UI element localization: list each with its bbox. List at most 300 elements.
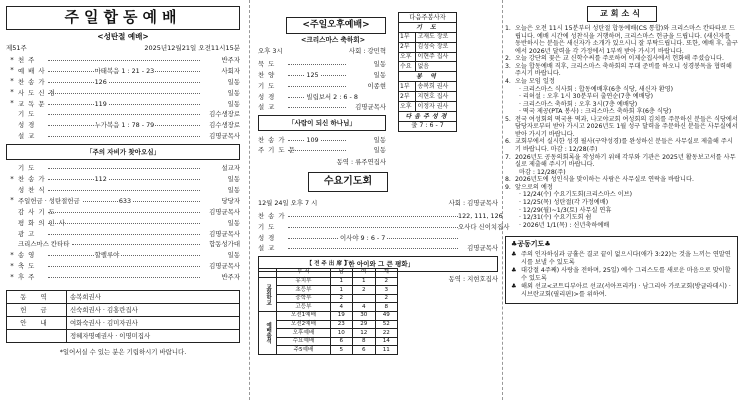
news-number: 7. bbox=[505, 153, 511, 161]
service-row bbox=[258, 221, 510, 232]
attendance-table bbox=[258, 260, 398, 355]
duty-row bbox=[399, 111, 457, 121]
news-item bbox=[505, 116, 738, 139]
duty-key: 오후 bbox=[399, 52, 416, 62]
duty-key: 1부 bbox=[399, 32, 416, 42]
service-info bbox=[6, 44, 240, 52]
duty-person: 송복희 권사 bbox=[416, 82, 457, 92]
news-number: 8. bbox=[505, 176, 511, 184]
service-row bbox=[258, 243, 498, 254]
stats-male: 23 bbox=[330, 320, 352, 329]
leader-dots bbox=[48, 190, 200, 191]
service-role: 묵도 bbox=[258, 59, 279, 68]
leader-dots bbox=[83, 201, 200, 202]
service-content-wrap bbox=[83, 195, 200, 206]
prayer-list bbox=[511, 251, 732, 299]
service-person: 일동 bbox=[227, 88, 240, 97]
stats-male: 1 bbox=[330, 277, 352, 286]
news-number: 4. bbox=[505, 77, 511, 85]
stats-title: 【 전 주 出 席 】 bbox=[306, 260, 350, 267]
service-person: 합동성가대 bbox=[209, 240, 240, 249]
service-role: 찬송가 bbox=[18, 77, 49, 86]
news-number: 3. bbox=[505, 62, 511, 70]
prayer-box bbox=[505, 236, 738, 304]
service-role: 송영 bbox=[18, 251, 39, 260]
service-person: 일동 bbox=[227, 251, 240, 260]
leader-dots bbox=[48, 82, 200, 83]
service-person: 김명균목사 bbox=[209, 132, 240, 141]
duty-row bbox=[399, 82, 457, 92]
order-of-service bbox=[6, 55, 240, 142]
stats-row bbox=[259, 294, 398, 303]
column-divider bbox=[249, 0, 250, 400]
afternoon-title: <주일오후예배> bbox=[286, 17, 386, 34]
service-role: 성경 bbox=[18, 121, 39, 130]
news-item bbox=[505, 63, 738, 78]
service-content: 이사야 9 : 6 - 7 bbox=[340, 233, 386, 242]
stats-total: 8 bbox=[375, 303, 398, 312]
column-divider bbox=[502, 0, 503, 400]
stats-male: 6 bbox=[330, 337, 352, 346]
news-text: 전국 여성회의 떡국용 떡과, 나고야교회 여성회의 김치를 주문하신 분들은 식당에서 담당자로부터 받아 가시고 2026년도 1월 성구 달력을 주문하신 분들은 사무실에서 받아 가시기 바랍니다. bbox=[515, 115, 738, 138]
service-person: 일동 bbox=[227, 175, 240, 184]
news-number: 5. bbox=[505, 115, 511, 123]
standing-note: *일어서실 수 있는 분은 기립하시기 바랍니다. bbox=[59, 347, 187, 356]
service-person: 122, 111, 126 bbox=[458, 211, 503, 220]
news-text: · 12/29(월)~1/3(토) 사무실 연휴 bbox=[519, 206, 612, 214]
stats-female: 1 bbox=[353, 277, 375, 286]
stand-mark: * bbox=[10, 261, 14, 270]
prayer-item bbox=[511, 251, 732, 267]
news-text: 마감 : 12/28(주) bbox=[519, 168, 566, 176]
news-item bbox=[505, 176, 738, 184]
service-person: 김명균목사 bbox=[355, 103, 386, 112]
service-content-wrap bbox=[48, 217, 200, 228]
service-row bbox=[258, 91, 386, 102]
service-person: 일동 bbox=[373, 70, 386, 79]
service-role: 찬송가 bbox=[258, 135, 289, 144]
volunteer-row bbox=[7, 303, 240, 316]
next-bible: 출 7 : 6 - 7 bbox=[399, 121, 457, 131]
service-row bbox=[6, 163, 240, 174]
news-column bbox=[505, 6, 738, 304]
sermon-title: 「주의 자비가 찾아오심」 bbox=[6, 144, 240, 160]
news-item bbox=[505, 138, 738, 153]
stats-head: 여 bbox=[353, 269, 375, 278]
stats-male: 5 bbox=[330, 346, 352, 355]
service-content-wrap bbox=[288, 80, 346, 91]
news-text: · 크리스마스 축하회 : 오후 3시(7층 예배당) bbox=[519, 100, 638, 108]
service-content: 빌립보서 2 : 6 - 8 bbox=[306, 92, 358, 101]
prayer-item bbox=[511, 267, 732, 283]
stats-dept: 초등부 bbox=[277, 286, 330, 295]
wednesday-order bbox=[258, 210, 510, 254]
leader-dots bbox=[48, 93, 200, 94]
wednesday-sermon-title: 「한 아이와 그 큰 평화」 bbox=[258, 256, 498, 272]
service-row bbox=[6, 76, 240, 87]
leader-dots bbox=[48, 179, 200, 180]
service-content-wrap bbox=[288, 69, 346, 80]
duty-person: 지현호 집사 bbox=[416, 92, 457, 102]
stand-mark: * bbox=[10, 88, 14, 97]
leader-dots bbox=[48, 266, 200, 267]
stats-total: 22 bbox=[375, 329, 398, 338]
stats-group: 예배출석 bbox=[259, 312, 277, 355]
service-person: 김수생장로 bbox=[209, 121, 240, 130]
wednesday-host: 사회 : 김명균목사 bbox=[448, 199, 498, 208]
service-row bbox=[258, 69, 386, 80]
service-content: 112 bbox=[94, 175, 107, 184]
stats-row bbox=[259, 346, 398, 355]
club-icon: ♣ bbox=[511, 250, 517, 258]
service-content-wrap bbox=[288, 145, 346, 156]
service-role: 찬송가 bbox=[18, 175, 49, 184]
news-item bbox=[505, 108, 738, 116]
service-content-wrap bbox=[48, 272, 200, 283]
afternoon-host: 사회 : 강민혁 bbox=[348, 47, 386, 56]
service-content: 누가복음 1 : 78 - 79 bbox=[94, 121, 155, 130]
leader-dots bbox=[48, 114, 200, 115]
duty-row bbox=[399, 52, 457, 62]
stats-total: 14 bbox=[375, 337, 398, 346]
service-content-wrap bbox=[72, 239, 200, 250]
stats-head: 계 bbox=[375, 269, 398, 278]
leader-dots bbox=[288, 86, 346, 87]
wednesday-skit: 동역 : 지현호집사 bbox=[448, 275, 498, 284]
leader-dots bbox=[288, 248, 458, 249]
service-content-wrap bbox=[48, 65, 200, 76]
stats-male: 2 bbox=[330, 294, 352, 303]
service-person: 이종현 bbox=[367, 81, 386, 90]
service-person: 일동 bbox=[227, 185, 240, 194]
service-role: 기도 bbox=[258, 81, 279, 90]
next-week-duty-table bbox=[398, 12, 457, 132]
service-content: 마태복음 1 : 21 - 23 bbox=[94, 66, 155, 75]
duty-person: 이정자 권사 bbox=[416, 102, 457, 112]
service-content-wrap bbox=[48, 55, 200, 66]
service-content: 125 bbox=[306, 70, 319, 79]
leader-dots bbox=[48, 104, 200, 105]
service-person: 당당자 bbox=[221, 196, 240, 205]
prayer-text: 해외 선교<코트디부아르 선교(서아프리카) · 남그리아 가로교회(방글라데시) · 시브란교회(필리핀)>를 위하여. bbox=[521, 283, 731, 299]
wednesday-info bbox=[258, 199, 498, 207]
service-role: 기도 bbox=[18, 164, 39, 173]
stats-female: 12 bbox=[353, 329, 375, 338]
service-person: 일동 bbox=[227, 99, 240, 108]
stats-dept: 고등부 bbox=[277, 303, 330, 312]
news-text: 앞으로의 예정 bbox=[515, 183, 553, 191]
service-content: 할렐루야 bbox=[94, 251, 120, 260]
news-number: 9. bbox=[505, 183, 511, 191]
news-item bbox=[505, 154, 738, 169]
stats-head: 남 bbox=[330, 269, 352, 278]
leader-dots bbox=[48, 136, 200, 137]
service-content-wrap bbox=[48, 98, 200, 109]
service-role: 교독문 bbox=[18, 99, 49, 108]
wednesday-date: 12월 24일 오후 7 시 bbox=[258, 199, 318, 208]
service-row bbox=[6, 228, 240, 239]
stats-male: 10 bbox=[330, 329, 352, 338]
duty-row bbox=[399, 22, 457, 32]
service-content-wrap bbox=[288, 232, 458, 243]
service-person: 김명균목사 bbox=[209, 207, 240, 216]
duty-section: 기 도 bbox=[399, 22, 457, 32]
service-row bbox=[6, 272, 240, 283]
service-role: 설교 bbox=[18, 132, 39, 141]
leader-dots bbox=[48, 255, 200, 256]
service-content-wrap bbox=[288, 91, 358, 102]
prayer-text: 대강절 4주째) 사랑을 전하며, 25일) 예수 그리스도를 새로운 마음으로 맞이할 수 있도록 bbox=[521, 267, 731, 283]
service-person: 일동 bbox=[227, 77, 240, 86]
stats-header-row bbox=[259, 269, 398, 278]
service-role: 후주 bbox=[18, 273, 39, 282]
duty-key: 2부 bbox=[399, 42, 416, 52]
afternoon-column bbox=[258, 6, 510, 353]
prayer-title: ♣공동기도♣ bbox=[511, 240, 551, 249]
stats-female: 30 bbox=[353, 312, 375, 321]
service-person: 일동 bbox=[373, 146, 386, 155]
news-item bbox=[505, 207, 738, 215]
news-item bbox=[505, 55, 738, 63]
service-role: 기도 bbox=[258, 222, 279, 231]
week-number: 제51주 bbox=[6, 44, 27, 53]
service-content-wrap bbox=[48, 206, 200, 217]
news-text: · 12/25(목) 성탄절(각 가정예배) bbox=[519, 198, 609, 206]
service-row bbox=[258, 102, 386, 113]
volunteer-names: 신숙희권사 · 김홍란집사 bbox=[67, 303, 240, 316]
service-row bbox=[6, 55, 240, 66]
stats-female: 4 bbox=[353, 303, 375, 312]
stand-mark: * bbox=[10, 250, 14, 259]
stats-group: 교회학교 bbox=[259, 277, 277, 311]
leader-dots bbox=[48, 277, 200, 278]
news-text: · 크리스마스 식사회 : 합동예배후(6층 식당, 새신자 환영) bbox=[519, 85, 674, 93]
news-number: 1. bbox=[505, 25, 511, 32]
volunteer-row bbox=[7, 329, 240, 342]
stats-female bbox=[353, 294, 375, 303]
service-person: 일동 bbox=[373, 59, 386, 68]
news-text: · 떡국 제공(PTA 봉사) : 크리스마스 축하회 후(6층 식당) bbox=[519, 108, 672, 116]
stats-head-part: 서 bbox=[304, 269, 310, 276]
service-content-wrap bbox=[288, 134, 346, 145]
service-content-wrap bbox=[288, 102, 346, 113]
stats-dept: 오전2예배 bbox=[277, 320, 330, 329]
service-content-wrap bbox=[48, 76, 200, 87]
service-role: 축도 bbox=[18, 262, 39, 271]
volunteer-row bbox=[7, 290, 240, 303]
stand-mark: * bbox=[10, 272, 14, 281]
service-content-wrap bbox=[48, 87, 200, 98]
service-row bbox=[6, 98, 240, 109]
volunteer-names: 여화숙권사 · 김미자권사 bbox=[67, 316, 240, 329]
leader-dots bbox=[48, 234, 200, 235]
page-title: 주일합동예배 bbox=[6, 6, 240, 30]
service-role: 예배사 bbox=[18, 66, 49, 75]
news-item bbox=[505, 222, 738, 230]
service-person: 반주자 bbox=[221, 273, 240, 282]
news-text: 2026년도에 성인식을 맞이하는 사람은 사무실로 연락을 바랍니다. bbox=[515, 176, 694, 184]
duty-row bbox=[399, 121, 457, 131]
service-row bbox=[6, 206, 240, 217]
news-item bbox=[505, 214, 738, 222]
duty-person: 이현주 집사 bbox=[416, 52, 457, 62]
leader-dots bbox=[288, 64, 346, 65]
duty-header: 다음주봉사자 bbox=[399, 13, 457, 23]
news-item bbox=[505, 25, 738, 55]
stats-female: 29 bbox=[353, 320, 375, 329]
news-text: · 12/24(수) 수요기도회(크리스마스 이브) bbox=[519, 191, 633, 199]
service-content-wrap bbox=[288, 210, 458, 221]
service-person: 김명균목사 bbox=[209, 262, 240, 271]
volunteer-role: 안 내 bbox=[7, 316, 67, 329]
stand-mark: * bbox=[10, 77, 14, 86]
duty-key: 오후 bbox=[399, 102, 416, 112]
service-content-wrap bbox=[48, 120, 200, 131]
stats-head-part: 부 bbox=[297, 269, 303, 276]
afternoon-order bbox=[258, 58, 386, 112]
service-role: 설교 bbox=[258, 103, 279, 112]
news-text: 2026년도 공동의회록을 작성하기 위해 각부와 기관은 2025년 활동보고서를 사무실로 제출해 주시기 바랍니다. bbox=[515, 153, 736, 169]
news-text: 오늘 합동예배 직후, 크리스마스 축하회의 무대 준비를 하오니 성경봉독을 협력해 주시기 바랍니다. bbox=[515, 62, 732, 78]
stats-dept: 중학부 bbox=[277, 294, 330, 303]
duty-section: 봉 역 bbox=[399, 72, 457, 82]
leader-dots bbox=[288, 150, 346, 151]
service-role: 광고 bbox=[18, 229, 39, 238]
leader-dots bbox=[48, 168, 200, 169]
service-datetime: 2025년12월21일 오전11시15분 bbox=[144, 44, 240, 53]
service-content: 119 bbox=[94, 99, 107, 108]
stats-female: 6 bbox=[353, 346, 375, 355]
service-row bbox=[258, 145, 386, 156]
service-content-wrap bbox=[288, 221, 458, 232]
stats-dept: 유치부 bbox=[277, 277, 330, 286]
service-role: 천주 bbox=[18, 55, 39, 64]
stats-total: 52 bbox=[375, 320, 398, 329]
leader-dots bbox=[288, 227, 458, 228]
service-row bbox=[6, 65, 240, 76]
service-role: 기도 bbox=[18, 110, 39, 119]
service-row bbox=[6, 174, 240, 185]
stats-title-row bbox=[259, 260, 398, 269]
service-person: 김명균목사 bbox=[209, 229, 240, 238]
news-item bbox=[505, 191, 738, 199]
news-item bbox=[505, 93, 738, 101]
stats-dept: 주5예배 bbox=[277, 346, 330, 355]
volunteer-table bbox=[6, 290, 240, 343]
service-person: 설교자 bbox=[221, 164, 240, 173]
volunteer-role: 동 역 bbox=[7, 290, 67, 303]
stats-total: 11 bbox=[375, 346, 398, 355]
volunteer-role: 헌 금 bbox=[7, 303, 67, 316]
service-role: 사도신경 bbox=[18, 88, 59, 97]
stand-mark: * bbox=[10, 196, 14, 205]
news-item bbox=[505, 78, 738, 86]
service-row bbox=[6, 120, 240, 131]
service-content-wrap bbox=[48, 185, 200, 196]
stats-row bbox=[259, 303, 398, 312]
news-text: 오늘은 오전 11시 15분부터 성탄절 합동예배(CS 통합)와 크리스마스 칸타타로 드립니다. 예배 시간에 성찬식을 거행하며, 크리스마스 헌금을 드립니다. (새신자를 동반하시는 분들은 새신자가 소개가 있으시니 잘 부탁드립니다. 또한, 예배 후, 출구에서 2026년 달력을 각 가정에서 1부씩 받아 가시기 바랍니다. bbox=[515, 25, 738, 55]
afternoon-sermon-title: 「사람이 되신 하나님」 bbox=[258, 115, 386, 131]
stats-female: 8 bbox=[353, 337, 375, 346]
service-person: 김수생장로 bbox=[209, 110, 240, 119]
news-list bbox=[505, 25, 738, 229]
service-content-wrap bbox=[48, 163, 200, 174]
service-person: 일동 bbox=[227, 218, 240, 227]
news-text: · 2026년 1/1(목) : 신년축하예배 bbox=[519, 221, 610, 229]
stats-total: 3 bbox=[375, 286, 398, 295]
service-content-wrap bbox=[48, 131, 200, 142]
leader-dots bbox=[72, 244, 200, 245]
service-row bbox=[258, 134, 386, 145]
news-text: · 리허설 : 오후 1시 30분부터 출연순(7층 예배당) bbox=[519, 93, 654, 101]
stats-dept: 오후예배 bbox=[277, 329, 330, 338]
volunteer-names: 정혜자명예권사 · 이명미집사 bbox=[67, 329, 240, 342]
service-person: 반주자 bbox=[221, 55, 240, 64]
stats-row bbox=[259, 337, 398, 346]
stats-row bbox=[259, 320, 398, 329]
service-row bbox=[258, 80, 386, 91]
service-person: 일동 bbox=[373, 135, 386, 144]
service-person: 사회자 bbox=[221, 66, 240, 75]
service-row bbox=[6, 109, 240, 120]
stats-row bbox=[259, 312, 398, 321]
duty-key: 2부 bbox=[399, 92, 416, 102]
volunteer-role bbox=[7, 329, 67, 342]
service-person: 오사다 신이치집사 bbox=[458, 222, 510, 231]
duty-person: 김성숙 장로 bbox=[416, 42, 457, 52]
service-content-wrap bbox=[48, 109, 200, 120]
service-role: 성경 bbox=[258, 233, 279, 242]
leader-dots bbox=[48, 223, 200, 224]
wednesday-title: 수요기도회 bbox=[308, 172, 388, 193]
stats-total: 49 bbox=[375, 312, 398, 321]
prayer-text: 주의 인자하심과 긍휼은 결코 끝이 없으시다(애가 3:22)는 것을 느끼는 연말연시를 보낼 수 있도록 bbox=[521, 250, 731, 266]
service-row bbox=[6, 131, 240, 142]
duty-row bbox=[399, 32, 457, 42]
news-text: 오늘 강단의 꽃은 교 신학수씨를 주로하여 이제순집사에서 헌화해 주셨습니다. bbox=[515, 55, 724, 63]
news-title: 교회소식 bbox=[587, 6, 657, 22]
service-role: 감사기도 bbox=[18, 207, 59, 216]
duty-section: 다음주성경 bbox=[399, 111, 457, 121]
news-text: 오늘 모임 일정 bbox=[515, 77, 555, 85]
stand-mark: * bbox=[10, 66, 14, 75]
afternoon-time: 오후 3시 bbox=[258, 47, 283, 56]
news-text: 교회부에서 실시한 성경 필사(구약성경)를 완성하신 분들은 사무실로 제출해 주시기 바랍니다. 마감 : 12/28(주) bbox=[515, 138, 733, 153]
leader-dots bbox=[288, 216, 458, 217]
stats-male: 19 bbox=[330, 312, 352, 321]
news-number: 2. bbox=[505, 55, 511, 63]
duty-row bbox=[399, 42, 457, 52]
service-role: 성찬식 bbox=[18, 185, 49, 194]
stats-female: 2 bbox=[353, 286, 375, 295]
duty-key: 수요 bbox=[399, 62, 416, 72]
service-role: 주일헌금 · 성탄절헌금 bbox=[18, 196, 80, 205]
leader-dots bbox=[48, 60, 200, 61]
service-content: 126 bbox=[94, 77, 107, 86]
service-row bbox=[6, 261, 240, 272]
stand-mark: * bbox=[10, 99, 14, 108]
stats-head bbox=[277, 269, 330, 278]
duty-row bbox=[399, 13, 457, 23]
news-item bbox=[505, 86, 738, 94]
service-row bbox=[6, 239, 240, 250]
service-row bbox=[6, 87, 240, 98]
prayer-item bbox=[511, 283, 732, 299]
service-content-wrap bbox=[48, 250, 200, 261]
service-role: 주기도문 bbox=[258, 146, 299, 155]
service-content-wrap bbox=[48, 261, 200, 272]
afternoon-info bbox=[258, 47, 386, 55]
